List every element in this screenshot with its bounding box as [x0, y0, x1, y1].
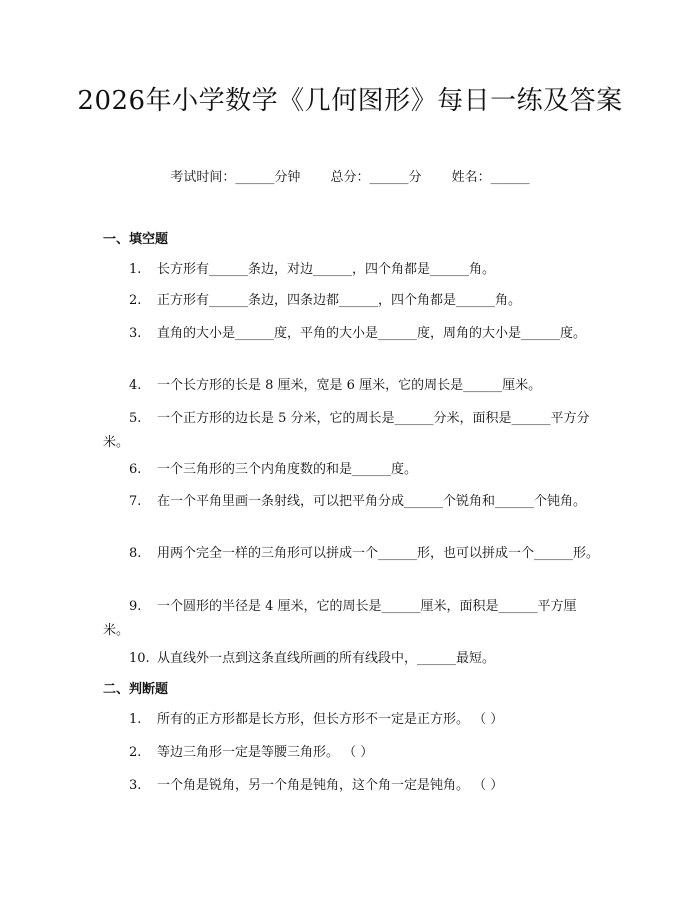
- question-item: [103, 647, 599, 671]
- question-number: 1.: [129, 712, 142, 727]
- question-item: [103, 490, 599, 514]
- question-text: 在一个平角里画一条射线，可以把平角分成______个锐角和______个钝角。: [157, 494, 587, 509]
- question-number: 10.: [129, 651, 150, 666]
- question-text: 一个三角形的三个内角度数的和是______度。: [157, 462, 418, 477]
- question-text: 从直线外一点到这条直线所画的所有线段中，______最短。: [157, 651, 496, 666]
- question-text: 一个角是锐角，另一个角是钝角，这个角一定是钝角。 （ ）: [157, 778, 504, 793]
- question-number: 5.: [129, 411, 142, 426]
- question-text: 用两个完全一样的三角形可以拼成一个______形，也可以拼成一个______形。: [157, 546, 600, 561]
- question-item: [103, 407, 599, 455]
- question-item: [103, 741, 599, 765]
- question-item: [103, 289, 599, 313]
- question-item: [103, 374, 599, 398]
- question-number: 4.: [129, 378, 142, 393]
- question-text: 直角的大小是______度，平角的大小是______度，周角的大小是______度。: [157, 326, 587, 341]
- question-number: 3.: [129, 326, 142, 341]
- question-item: [103, 595, 599, 643]
- section-heading-true-false: 二、判断题: [103, 682, 169, 697]
- question-text: 正方形有______条边，四条边都______，四个角都是______角。: [157, 293, 522, 308]
- question-item: [103, 542, 599, 566]
- question-text: 一个正方形的边长是 5 分米，它的周长是______分米，面积是______平方分米。: [103, 411, 590, 450]
- question-text: 一个圆形的半径是 4 厘米，它的周长是______厘米，面积是______平方厘米。: [103, 599, 577, 638]
- question-text: 一个长方形的长是 8 厘米，宽是 6 厘米，它的周长是______厘米。: [157, 378, 542, 393]
- question-item: [103, 708, 599, 732]
- page-title: 2026年小学数学《几何图形》每日一练及答案: [77, 86, 623, 116]
- question-text: 所有的正方形都是长方形，但长方形不一定是正方形。 （ ）: [157, 712, 504, 727]
- question-text: 等边三角形一定是等腰三角形。 （ ）: [157, 745, 374, 760]
- question-number: 8.: [129, 546, 142, 561]
- exam-info: [0, 168, 700, 188]
- student-name: 姓名：______: [451, 170, 530, 185]
- question-number: 7.: [129, 494, 142, 509]
- question-number: 9.: [129, 599, 142, 614]
- exam-time: 考试时间：______分钟: [170, 170, 301, 185]
- question-number: 1.: [129, 262, 142, 277]
- question-item: [103, 774, 599, 798]
- question-number: 2.: [129, 745, 142, 760]
- question-text: 长方形有______条边，对边______，四个角都是______角。: [157, 262, 496, 277]
- question-number: 2.: [129, 293, 142, 308]
- question-item: [103, 322, 599, 346]
- section-heading-fill-blank: 一、填空题: [103, 232, 169, 247]
- question-number: 3.: [129, 778, 142, 793]
- total-score: 总分：______分: [330, 170, 422, 185]
- question-item: [103, 258, 599, 282]
- question-item: [103, 458, 599, 482]
- question-number: 6.: [129, 462, 142, 477]
